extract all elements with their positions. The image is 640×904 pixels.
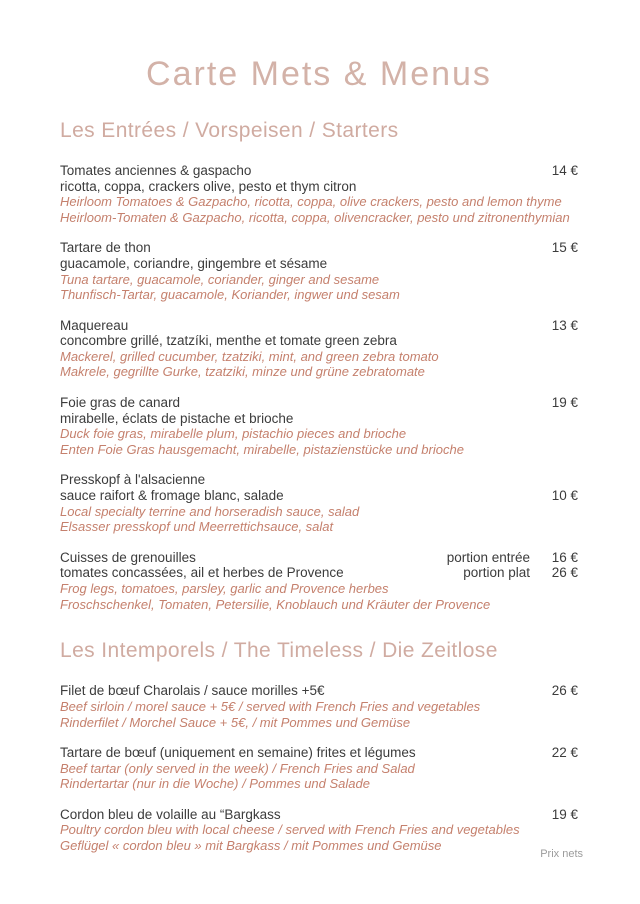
- page-title: Carte Mets & Menus: [146, 55, 492, 93]
- menu-item-filet-boeuf: [60, 683, 578, 730]
- dish-translation-de: Geflügel « cordon bleu » mit Bargkass / mit Pommes und Gemüse: [60, 838, 442, 854]
- dish-translation-en: Tuna tartare, guacamole, coriander, ginger and sesame: [60, 271, 380, 287]
- dish-translation-en: Heirloom Tomatoes & Gazpacho, ricotta, coppa, olive crackers, pesto and lemon thyme: [60, 194, 562, 210]
- dish-name: Tomates anciennes & gaspacho: [60, 162, 252, 178]
- portion-label-starter: portion entrée: [446, 549, 530, 565]
- dish-description: sauce raifort & fromage blanc, salade: [60, 488, 284, 504]
- dish-price: 14 €: [551, 162, 578, 178]
- dish-name: Foie gras de canard: [60, 395, 181, 411]
- portion-label-main: portion plat: [463, 565, 530, 581]
- dish-translation-en: Beef sirloin / morel sauce + 5€ / served with French Fries and vegetables: [60, 698, 481, 714]
- dish-name: Filet de bœuf Charolais / sauce morilles +5€: [60, 683, 325, 699]
- menu-item-tartare-thon: [60, 240, 578, 302]
- dish-translation-de: Froschschenkel, Tomaten, Petersilie, Knoblauch und Kräuter der Provence: [60, 596, 491, 612]
- dish-translation-en: Beef tartar (only served in the week) / French Fries and Salad: [60, 760, 415, 776]
- dish-translation-de: Elsasser presskopf und Meerrettichsauce, salat: [60, 519, 334, 535]
- dish-name: Cordon bleu de volaille au “Bargkass: [60, 806, 281, 822]
- dish-name: Maquereau: [60, 317, 129, 333]
- dish-price-starter-portion: 16 €: [551, 549, 578, 565]
- dish-translation-de: Heirloom-Tomaten & Gazpacho, ricotta, coppa, olivencracker, pesto und zitronenthymian: [60, 209, 570, 225]
- dish-translation-en: Mackerel, grilled cucumber, tzatziki, mint, and green zebra tomato: [60, 348, 439, 364]
- dish-description: mirabelle, éclats de pistache et brioche: [60, 410, 294, 426]
- dish-price: 26 €: [551, 683, 578, 699]
- dish-name: Presskopf à l'alsacienne: [60, 472, 206, 488]
- dish-description: tomates concassées, ail et herbes de Provence: [60, 565, 344, 581]
- dish-name: Tartare de bœuf (uniquement en semaine) frites et légumes: [60, 745, 416, 761]
- menu-item-tomates: [60, 163, 578, 225]
- dish-translation-en: Local specialty terrine and horseradish sauce, salad: [60, 503, 360, 519]
- dish-price: 13 €: [551, 317, 578, 333]
- menu-item-maquereau: [60, 318, 578, 380]
- dish-price: 15 €: [551, 240, 578, 256]
- dish-price: 10 €: [551, 488, 578, 504]
- menu-item-foie-gras: [60, 395, 578, 457]
- menu-item-cordon-bleu: [60, 807, 578, 854]
- dish-price-main-portion: 26 €: [551, 565, 578, 581]
- dish-translation-en: Duck foie gras, mirabelle plum, pistachio pieces and brioche: [60, 426, 407, 442]
- dish-translation-de: Rindertartar (nur in die Woche) / Pommes und Salade: [60, 776, 370, 792]
- dish-translation-de: Thunfisch-Tartar, guacamole, Koriander, ingwer und sesam: [60, 287, 400, 303]
- dish-description: concombre grillé, tzatzíki, menthe et tomate green zebra: [60, 333, 397, 349]
- dish-translation-de: Rinderfilet / Morchel Sauce + 5€, / mit Pommes und Gemüse: [60, 714, 411, 730]
- dish-translation-en: Frog legs, tomatoes, parsley, garlic and Provence herbes: [60, 581, 389, 596]
- menu-item-tartare-boeuf: [60, 745, 578, 792]
- dish-price: 19 €: [551, 395, 578, 411]
- dish-description: ricotta, coppa, crackers olive, pesto et thym citron: [60, 178, 357, 194]
- menu-item-grenouilles: [60, 550, 578, 612]
- dish-price: 22 €: [551, 745, 578, 761]
- section-heading-starters: Les Entrées / Vorspeisen / Starters: [60, 118, 399, 142]
- dish-translation-en: Poultry cordon bleu with local cheese / served with French Fries and vegetables: [60, 822, 520, 838]
- dish-description: guacamole, coriandre, gingembre et sésame: [60, 255, 328, 271]
- dish-name: Tartare de thon: [60, 240, 151, 256]
- dish-translation-de: Enten Foie Gras hausgemacht, mirabelle, pistazienstücke und brioche: [60, 441, 464, 457]
- footer-note: Prix nets: [540, 848, 583, 860]
- dish-translation-de: Makrele, gegrillte Gurke, tzatziki, minze und grüne zebratomate: [60, 364, 425, 380]
- menu-item-presskopf: [60, 472, 578, 534]
- dish-name: Cuisses de grenouilles: [60, 549, 196, 565]
- dish-price: 19 €: [551, 806, 578, 822]
- section-heading-timeless: Les Intemporels / The Timeless / Die Zeitlose: [60, 639, 498, 663]
